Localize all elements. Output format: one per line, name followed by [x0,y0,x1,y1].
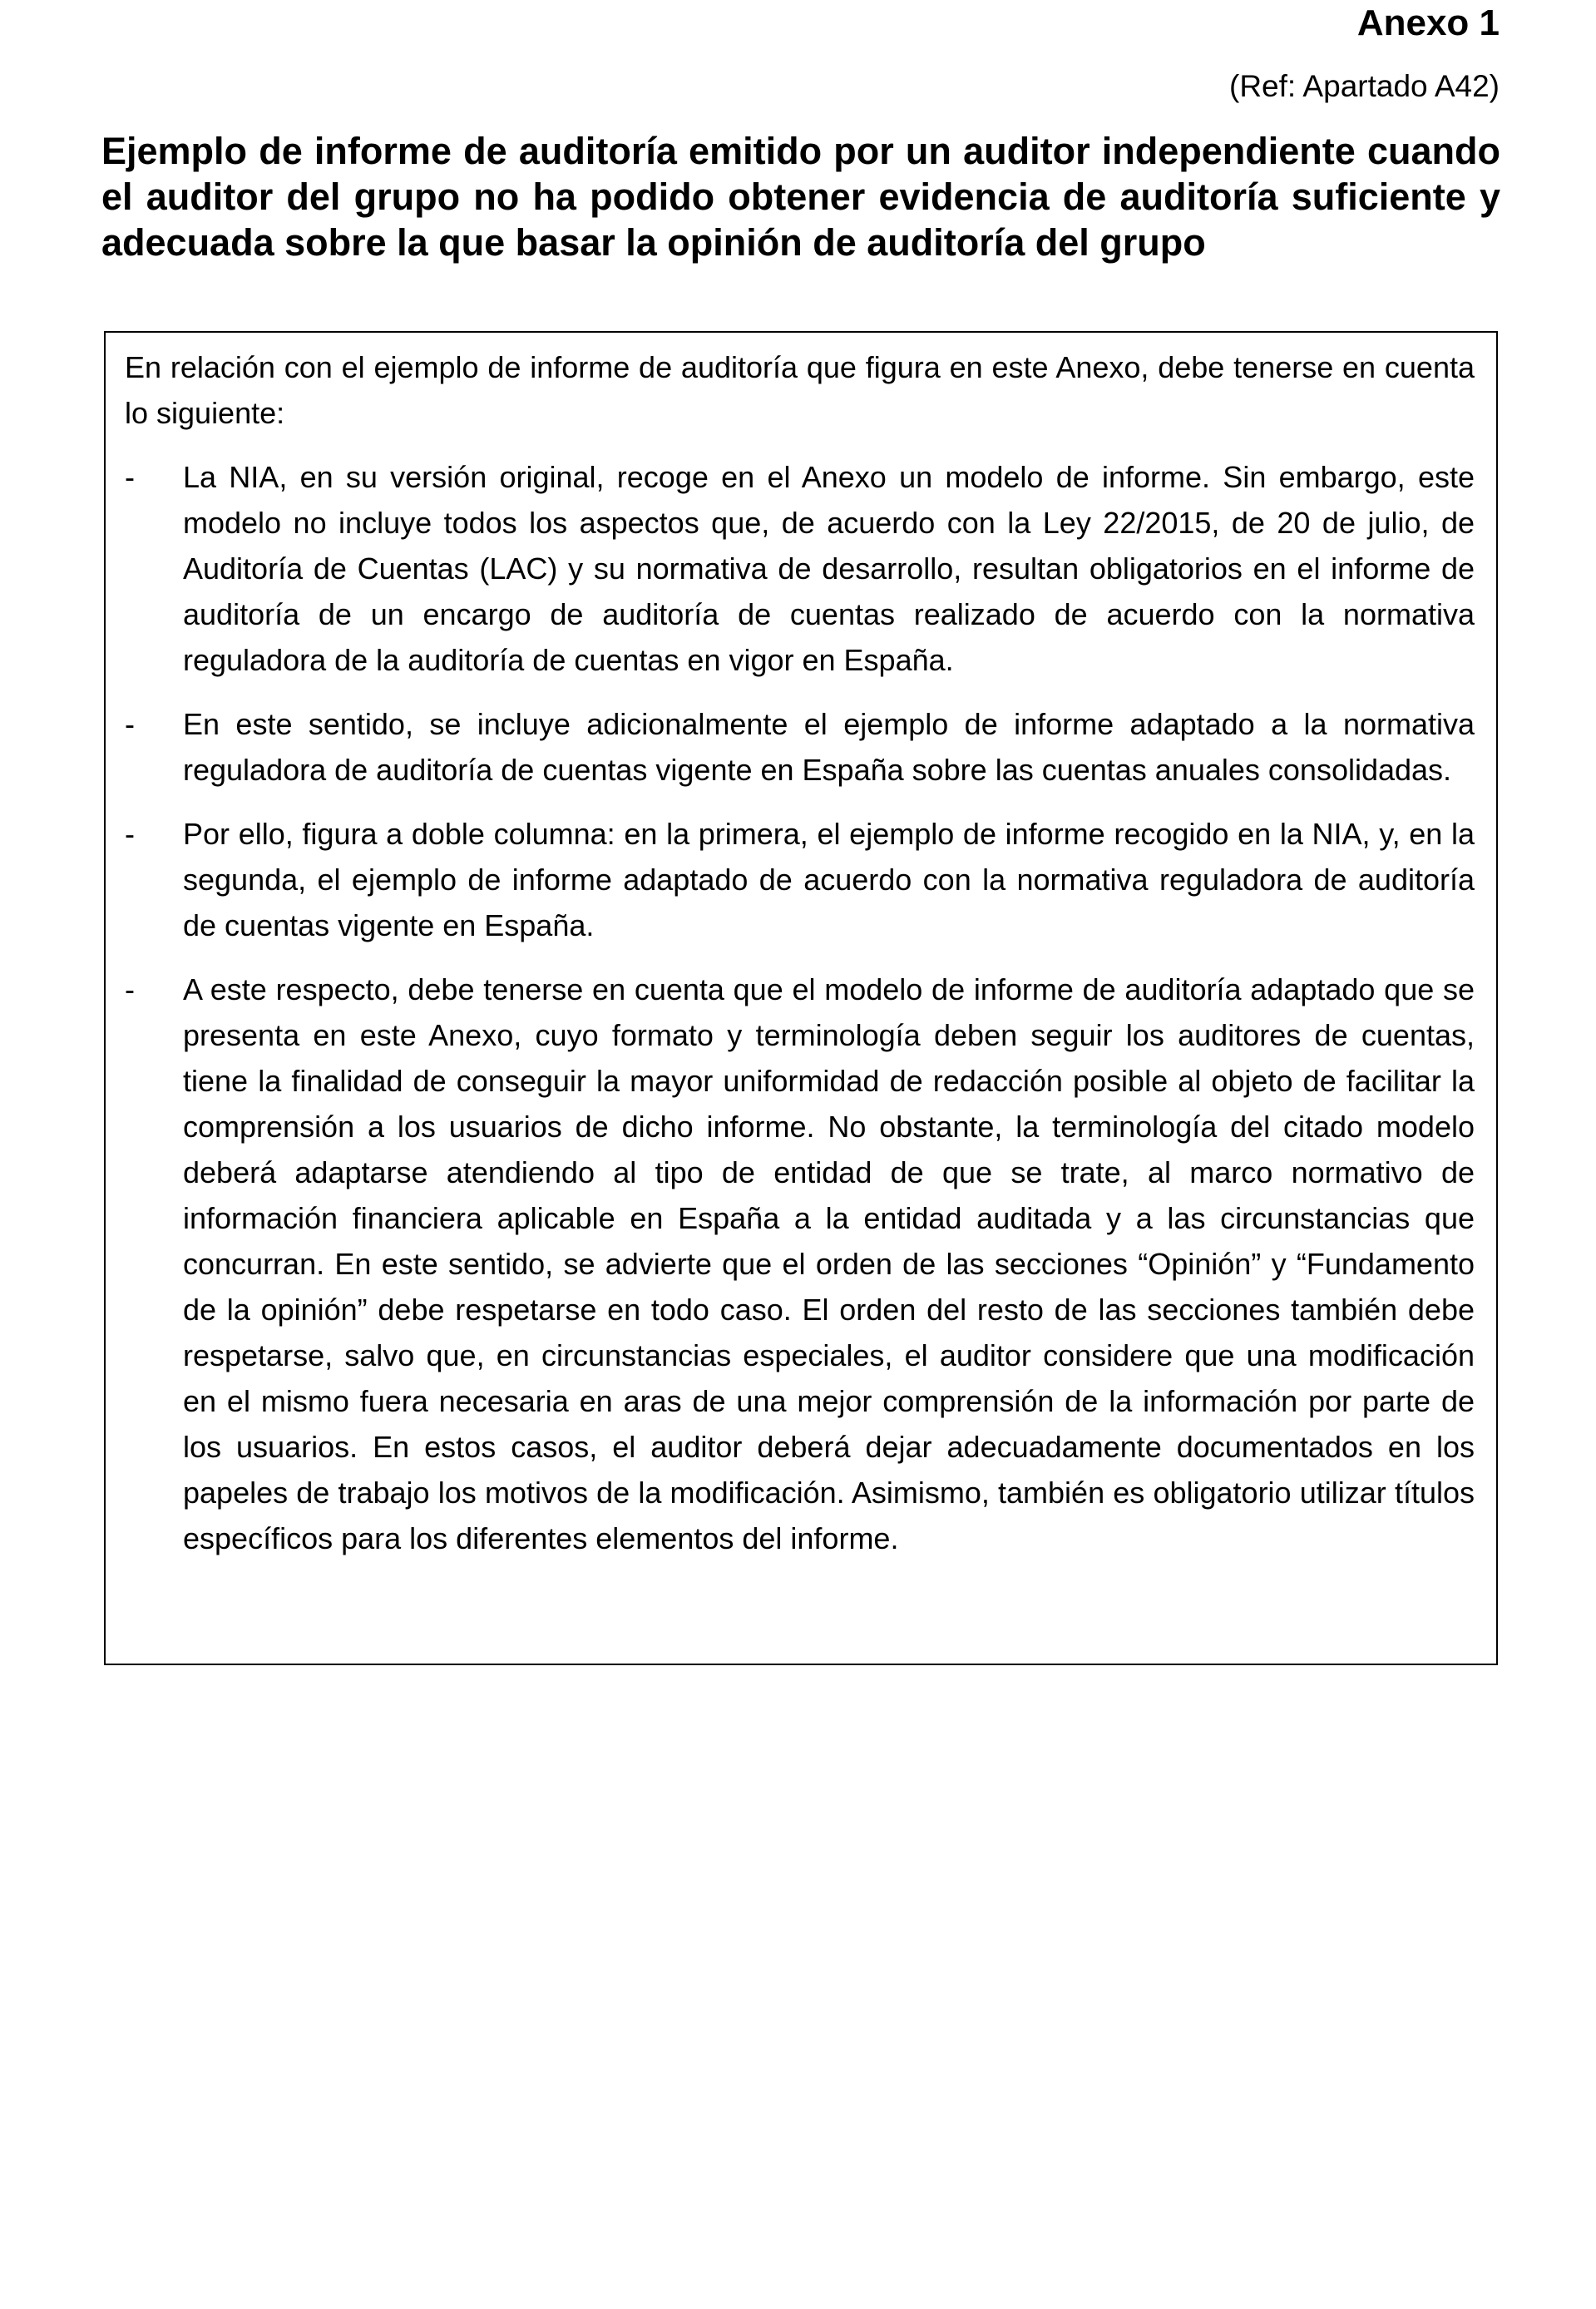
list-item [125,967,1475,1561]
bullet-dash: - [125,972,135,1006]
list-item-text: Por ello, figura a doble columna: en la primera, el ejemplo de informe recogido en la NIA, y, en la segunda, el ejemplo de informe adaptado de acuerdo con la normativa reguladora de auditoría de cuentas vigente en España. [183,817,1475,942]
document-title: Ejemplo de informe de auditoría emitido por un auditor independiente cuando el auditor del grupo no ha podido obtener evidencia de auditoría suficiente y adecuada sobre la que basar la opinión de auditoría del grupo [101,130,1500,264]
note-intro: En relación con el ejemplo de informe de auditoría que figura en este Anexo, debe tenerse en cuenta lo siguiente: [125,350,1475,430]
note-bullet-list [125,454,1475,1561]
bullet-dash: - [125,817,135,851]
list-item [125,811,1475,948]
list-item [125,454,1475,683]
list-item-text: La NIA, en su versión original, recoge en el Anexo un modelo de informe. Sin embargo, este modelo no incluye todos los aspectos que, de acuerdo con la Ley 22/2015, de 20 de julio, de Auditoría de Cuentas (LAC) y su normativa de desarrollo, resultan obligatorios en el informe de auditoría de un encargo de auditoría de cuentas realizado de acuerdo con la normativa reguladora de la auditoría de cuentas en vigor en España. [183,460,1475,677]
list-item [125,701,1475,793]
bullet-dash: - [125,707,135,741]
note-box [104,331,1498,1665]
annex-reference: (Ref: Apartado A42) [1229,69,1500,103]
bullet-dash: - [125,460,135,494]
list-item-text: En este sentido, se incluye adicionalmente el ejemplo de informe adaptado a la normativa reguladora de auditoría de cuentas vigente en España sobre las cuentas anuales consolidadas. [183,707,1475,787]
annex-title: Anexo 1 [1356,2,1500,43]
list-item-text: A este respecto, debe tenerse en cuenta que el modelo de informe de auditoría adaptado que se presenta en este Anexo, cuyo formato y terminología deben seguir los auditores de cuentas, tiene la finalidad de conseguir la mayor uniformidad de redacción posible al objeto de facilitar la comprensión a los usuarios de dicho informe. No obstante, la terminología del citado modelo deberá adaptarse atendiendo al tipo de entidad de que se trate, al marco normativo de información financiera aplicable en España a la entidad auditada y a las circunstancias que concurran. En este sentido, se advierte que el orden de las secciones “Opinión” y “Fundamento de la opinión” debe respetarse en todo caso. El orden del resto de las secciones también debe respetarse, salvo que, en circunstancias especiales, el auditor considere que una modificación en el mismo fuera necesaria en aras de una mejor comprensión de la información por parte de los usuarios. En estos casos, el auditor deberá dejar adecuadamente documentados en los papeles de trabajo los motivos de la modificación. Asimismo, también es obligatorio utilizar títulos específicos para los diferentes elementos del informe. [183,972,1475,1555]
